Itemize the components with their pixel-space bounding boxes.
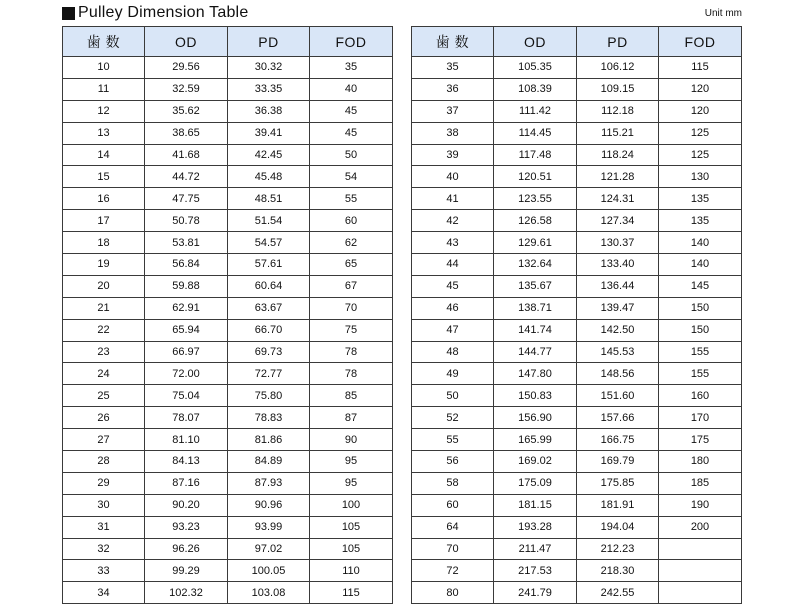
- cell-teeth: 42: [412, 210, 494, 232]
- cell-fod: 110: [310, 560, 393, 582]
- table-row: [63, 188, 393, 210]
- cell-od: 117.48: [494, 144, 577, 166]
- cell-od: 241.79: [494, 582, 577, 604]
- cell-pd: 51.54: [228, 210, 310, 232]
- cell-pd: 142.50: [577, 319, 659, 341]
- header-od: OD: [494, 27, 577, 57]
- cell-od: 156.90: [494, 407, 577, 429]
- cell-od: 114.45: [494, 122, 577, 144]
- cell-fod: 145: [659, 275, 742, 297]
- cell-od: 175.09: [494, 472, 577, 494]
- cell-pd: 242.55: [577, 582, 659, 604]
- cell-od: 165.99: [494, 429, 577, 451]
- title-bullet-icon: [62, 7, 75, 20]
- cell-teeth: 46: [412, 297, 494, 319]
- table-row: [412, 341, 742, 363]
- header-teeth: 歯 数: [412, 27, 494, 57]
- cell-teeth: 52: [412, 407, 494, 429]
- cell-pd: 112.18: [577, 100, 659, 122]
- cell-od: 65.94: [145, 319, 228, 341]
- cell-pd: 118.24: [577, 144, 659, 166]
- cell-pd: 115.21: [577, 122, 659, 144]
- cell-od: 129.61: [494, 232, 577, 254]
- cell-fod: 155: [659, 363, 742, 385]
- cell-fod: 170: [659, 407, 742, 429]
- cell-od: 44.72: [145, 166, 228, 188]
- table-row: [63, 78, 393, 100]
- cell-fod: 200: [659, 516, 742, 538]
- cell-fod: 125: [659, 122, 742, 144]
- cell-pd: 181.91: [577, 494, 659, 516]
- cell-pd: 100.05: [228, 560, 310, 582]
- pulley-table-right: [411, 26, 742, 604]
- cell-teeth: 45: [412, 275, 494, 297]
- table-row: [63, 100, 393, 122]
- table-row: [63, 122, 393, 144]
- table-row: [63, 210, 393, 232]
- cell-pd: 39.41: [228, 122, 310, 144]
- cell-od: 102.32: [145, 582, 228, 604]
- cell-fod: 160: [659, 385, 742, 407]
- table-row: [412, 254, 742, 276]
- cell-fod: 55: [310, 188, 393, 210]
- cell-fod: 115: [659, 57, 742, 79]
- cell-pd: 148.56: [577, 363, 659, 385]
- cell-fod: 140: [659, 254, 742, 276]
- cell-teeth: 55: [412, 429, 494, 451]
- cell-fod: 105: [310, 516, 393, 538]
- cell-pd: 60.64: [228, 275, 310, 297]
- table-row: [63, 472, 393, 494]
- cell-teeth: 36: [412, 78, 494, 100]
- cell-teeth: 14: [63, 144, 145, 166]
- cell-od: 135.67: [494, 275, 577, 297]
- cell-od: 105.35: [494, 57, 577, 79]
- cell-fod: 67: [310, 275, 393, 297]
- cell-od: 96.26: [145, 538, 228, 560]
- cell-od: 87.16: [145, 472, 228, 494]
- cell-fod: 90: [310, 429, 393, 451]
- cell-teeth: 26: [63, 407, 145, 429]
- cell-fod: 125: [659, 144, 742, 166]
- cell-pd: 87.93: [228, 472, 310, 494]
- header-teeth: 歯 数: [63, 27, 145, 57]
- cell-od: 72.00: [145, 363, 228, 385]
- cell-od: 78.07: [145, 407, 228, 429]
- unit-label: Unit mm: [704, 8, 742, 19]
- cell-pd: 109.15: [577, 78, 659, 100]
- cell-pd: 121.28: [577, 166, 659, 188]
- cell-fod: 150: [659, 297, 742, 319]
- cell-teeth: 32: [63, 538, 145, 560]
- cell-od: 150.83: [494, 385, 577, 407]
- cell-pd: 93.99: [228, 516, 310, 538]
- cell-fod: 190: [659, 494, 742, 516]
- pulley-table-left: [62, 26, 393, 604]
- cell-od: 32.59: [145, 78, 228, 100]
- table-row: [412, 319, 742, 341]
- cell-fod: 135: [659, 210, 742, 232]
- table-row: [63, 385, 393, 407]
- cell-pd: 127.34: [577, 210, 659, 232]
- cell-teeth: 44: [412, 254, 494, 276]
- cell-fod: 60: [310, 210, 393, 232]
- cell-od: 62.91: [145, 297, 228, 319]
- table-row: [63, 297, 393, 319]
- cell-teeth: 21: [63, 297, 145, 319]
- table-row: [63, 451, 393, 473]
- cell-teeth: 72: [412, 560, 494, 582]
- cell-od: 56.84: [145, 254, 228, 276]
- cell-fod: [659, 560, 742, 582]
- cell-teeth: 47: [412, 319, 494, 341]
- cell-teeth: 20: [63, 275, 145, 297]
- cell-od: 75.04: [145, 385, 228, 407]
- cell-od: 53.81: [145, 232, 228, 254]
- cell-pd: 45.48: [228, 166, 310, 188]
- cell-teeth: 80: [412, 582, 494, 604]
- cell-od: 169.02: [494, 451, 577, 473]
- cell-teeth: 29: [63, 472, 145, 494]
- cell-pd: 124.31: [577, 188, 659, 210]
- page-title: [62, 3, 248, 23]
- header-pd: PD: [577, 27, 659, 57]
- cell-fod: 140: [659, 232, 742, 254]
- cell-fod: [659, 538, 742, 560]
- cell-fod: 120: [659, 100, 742, 122]
- cell-od: 84.13: [145, 451, 228, 473]
- cell-od: 81.10: [145, 429, 228, 451]
- cell-fod: 78: [310, 363, 393, 385]
- cell-teeth: 25: [63, 385, 145, 407]
- cell-fod: 75: [310, 319, 393, 341]
- cell-pd: 75.80: [228, 385, 310, 407]
- table-row: [412, 538, 742, 560]
- cell-od: 132.64: [494, 254, 577, 276]
- header-fod: FOD: [310, 27, 393, 57]
- cell-od: 47.75: [145, 188, 228, 210]
- header-pd: PD: [228, 27, 310, 57]
- cell-pd: 139.47: [577, 297, 659, 319]
- cell-od: 35.62: [145, 100, 228, 122]
- table-row: [412, 144, 742, 166]
- cell-teeth: 40: [412, 166, 494, 188]
- table-row: [412, 429, 742, 451]
- cell-teeth: 23: [63, 341, 145, 363]
- cell-teeth: 58: [412, 472, 494, 494]
- cell-teeth: 49: [412, 363, 494, 385]
- table-row: [412, 407, 742, 429]
- cell-teeth: 41: [412, 188, 494, 210]
- table-row: [412, 451, 742, 473]
- cell-teeth: 35: [412, 57, 494, 79]
- cell-teeth: 50: [412, 385, 494, 407]
- cell-od: 141.74: [494, 319, 577, 341]
- cell-pd: 30.32: [228, 57, 310, 79]
- cell-pd: 81.86: [228, 429, 310, 451]
- title-text: Pulley Dimension Table: [78, 4, 249, 21]
- table-row: [412, 232, 742, 254]
- cell-teeth: 48: [412, 341, 494, 363]
- cell-teeth: 15: [63, 166, 145, 188]
- cell-pd: 63.67: [228, 297, 310, 319]
- cell-fod: 130: [659, 166, 742, 188]
- cell-od: 108.39: [494, 78, 577, 100]
- cell-od: 144.77: [494, 341, 577, 363]
- cell-pd: 36.38: [228, 100, 310, 122]
- cell-od: 59.88: [145, 275, 228, 297]
- cell-pd: 136.44: [577, 275, 659, 297]
- table-row: [412, 122, 742, 144]
- table-body-right: [412, 57, 742, 604]
- cell-teeth: 56: [412, 451, 494, 473]
- cell-teeth: 31: [63, 516, 145, 538]
- table-row: [63, 494, 393, 516]
- cell-fod: [659, 582, 742, 604]
- cell-pd: 57.61: [228, 254, 310, 276]
- cell-fod: 105: [310, 538, 393, 560]
- cell-pd: 130.37: [577, 232, 659, 254]
- cell-teeth: 38: [412, 122, 494, 144]
- cell-pd: 166.75: [577, 429, 659, 451]
- table-row: [412, 582, 742, 604]
- cell-fod: 185: [659, 472, 742, 494]
- cell-teeth: 33: [63, 560, 145, 582]
- table-row: [412, 210, 742, 232]
- cell-od: 147.80: [494, 363, 577, 385]
- cell-pd: 33.35: [228, 78, 310, 100]
- cell-od: 211.47: [494, 538, 577, 560]
- cell-pd: 90.96: [228, 494, 310, 516]
- cell-fod: 87: [310, 407, 393, 429]
- cell-fod: 135: [659, 188, 742, 210]
- cell-od: 66.97: [145, 341, 228, 363]
- cell-fod: 100: [310, 494, 393, 516]
- table-row: [63, 275, 393, 297]
- cell-pd: 69.73: [228, 341, 310, 363]
- cell-pd: 97.02: [228, 538, 310, 560]
- table-row: [63, 516, 393, 538]
- cell-teeth: 18: [63, 232, 145, 254]
- table-row: [63, 407, 393, 429]
- table-row: [63, 57, 393, 79]
- table-row: [412, 516, 742, 538]
- cell-teeth: 24: [63, 363, 145, 385]
- table-row: [412, 57, 742, 79]
- table-row: [63, 363, 393, 385]
- cell-od: 29.56: [145, 57, 228, 79]
- cell-fod: 180: [659, 451, 742, 473]
- table-row: [412, 78, 742, 100]
- cell-fod: 50: [310, 144, 393, 166]
- cell-fod: 35: [310, 57, 393, 79]
- cell-teeth: 11: [63, 78, 145, 100]
- table-row: [63, 254, 393, 276]
- cell-fod: 62: [310, 232, 393, 254]
- table-row: [412, 560, 742, 582]
- cell-od: 181.15: [494, 494, 577, 516]
- cell-teeth: 17: [63, 210, 145, 232]
- cell-fod: 175: [659, 429, 742, 451]
- cell-pd: 133.40: [577, 254, 659, 276]
- cell-od: 120.51: [494, 166, 577, 188]
- cell-pd: 157.66: [577, 407, 659, 429]
- cell-teeth: 30: [63, 494, 145, 516]
- cell-fod: 115: [310, 582, 393, 604]
- cell-teeth: 10: [63, 57, 145, 79]
- cell-teeth: 60: [412, 494, 494, 516]
- cell-teeth: 27: [63, 429, 145, 451]
- table-row: [63, 582, 393, 604]
- cell-fod: 70: [310, 297, 393, 319]
- table-row: [412, 385, 742, 407]
- cell-teeth: 64: [412, 516, 494, 538]
- cell-pd: 54.57: [228, 232, 310, 254]
- cell-pd: 212.23: [577, 538, 659, 560]
- cell-od: 90.20: [145, 494, 228, 516]
- cell-od: 38.65: [145, 122, 228, 144]
- table-row: [63, 144, 393, 166]
- cell-od: 99.29: [145, 560, 228, 582]
- cell-pd: 103.08: [228, 582, 310, 604]
- cell-pd: 218.30: [577, 560, 659, 582]
- table-body-left: [63, 57, 393, 604]
- table-row: [63, 232, 393, 254]
- cell-fod: 65: [310, 254, 393, 276]
- cell-fod: 45: [310, 122, 393, 144]
- cell-pd: 194.04: [577, 516, 659, 538]
- cell-pd: 42.45: [228, 144, 310, 166]
- table-row: [412, 275, 742, 297]
- cell-od: 217.53: [494, 560, 577, 582]
- table-row: [63, 341, 393, 363]
- table-header-row: [63, 27, 393, 57]
- cell-teeth: 39: [412, 144, 494, 166]
- cell-teeth: 13: [63, 122, 145, 144]
- table-row: [412, 188, 742, 210]
- cell-fod: 78: [310, 341, 393, 363]
- cell-pd: 78.83: [228, 407, 310, 429]
- cell-pd: 145.53: [577, 341, 659, 363]
- cell-teeth: 43: [412, 232, 494, 254]
- table-row: [412, 100, 742, 122]
- header-od: OD: [145, 27, 228, 57]
- cell-fod: 40: [310, 78, 393, 100]
- header-fod: FOD: [659, 27, 742, 57]
- cell-od: 193.28: [494, 516, 577, 538]
- cell-fod: 54: [310, 166, 393, 188]
- cell-fod: 95: [310, 451, 393, 473]
- cell-fod: 45: [310, 100, 393, 122]
- cell-od: 111.42: [494, 100, 577, 122]
- cell-teeth: 70: [412, 538, 494, 560]
- cell-pd: 175.85: [577, 472, 659, 494]
- cell-fod: 85: [310, 385, 393, 407]
- cell-od: 93.23: [145, 516, 228, 538]
- cell-fod: 95: [310, 472, 393, 494]
- table-row: [412, 297, 742, 319]
- cell-fod: 120: [659, 78, 742, 100]
- cell-pd: 48.51: [228, 188, 310, 210]
- table-row: [63, 429, 393, 451]
- cell-od: 41.68: [145, 144, 228, 166]
- cell-pd: 84.89: [228, 451, 310, 473]
- cell-fod: 155: [659, 341, 742, 363]
- table-row: [412, 363, 742, 385]
- table-row: [63, 560, 393, 582]
- cell-teeth: 22: [63, 319, 145, 341]
- cell-od: 138.71: [494, 297, 577, 319]
- cell-teeth: 12: [63, 100, 145, 122]
- table-row: [63, 319, 393, 341]
- table-header-row: [412, 27, 742, 57]
- table-row: [412, 166, 742, 188]
- cell-teeth: 19: [63, 254, 145, 276]
- table-row: [412, 494, 742, 516]
- cell-pd: 169.79: [577, 451, 659, 473]
- table-row: [63, 538, 393, 560]
- cell-pd: 106.12: [577, 57, 659, 79]
- cell-pd: 66.70: [228, 319, 310, 341]
- cell-teeth: 16: [63, 188, 145, 210]
- cell-pd: 72.77: [228, 363, 310, 385]
- cell-od: 50.78: [145, 210, 228, 232]
- cell-fod: 150: [659, 319, 742, 341]
- cell-teeth: 34: [63, 582, 145, 604]
- table-row: [63, 166, 393, 188]
- cell-teeth: 37: [412, 100, 494, 122]
- cell-teeth: 28: [63, 451, 145, 473]
- cell-pd: 151.60: [577, 385, 659, 407]
- cell-od: 123.55: [494, 188, 577, 210]
- table-row: [412, 472, 742, 494]
- cell-od: 126.58: [494, 210, 577, 232]
